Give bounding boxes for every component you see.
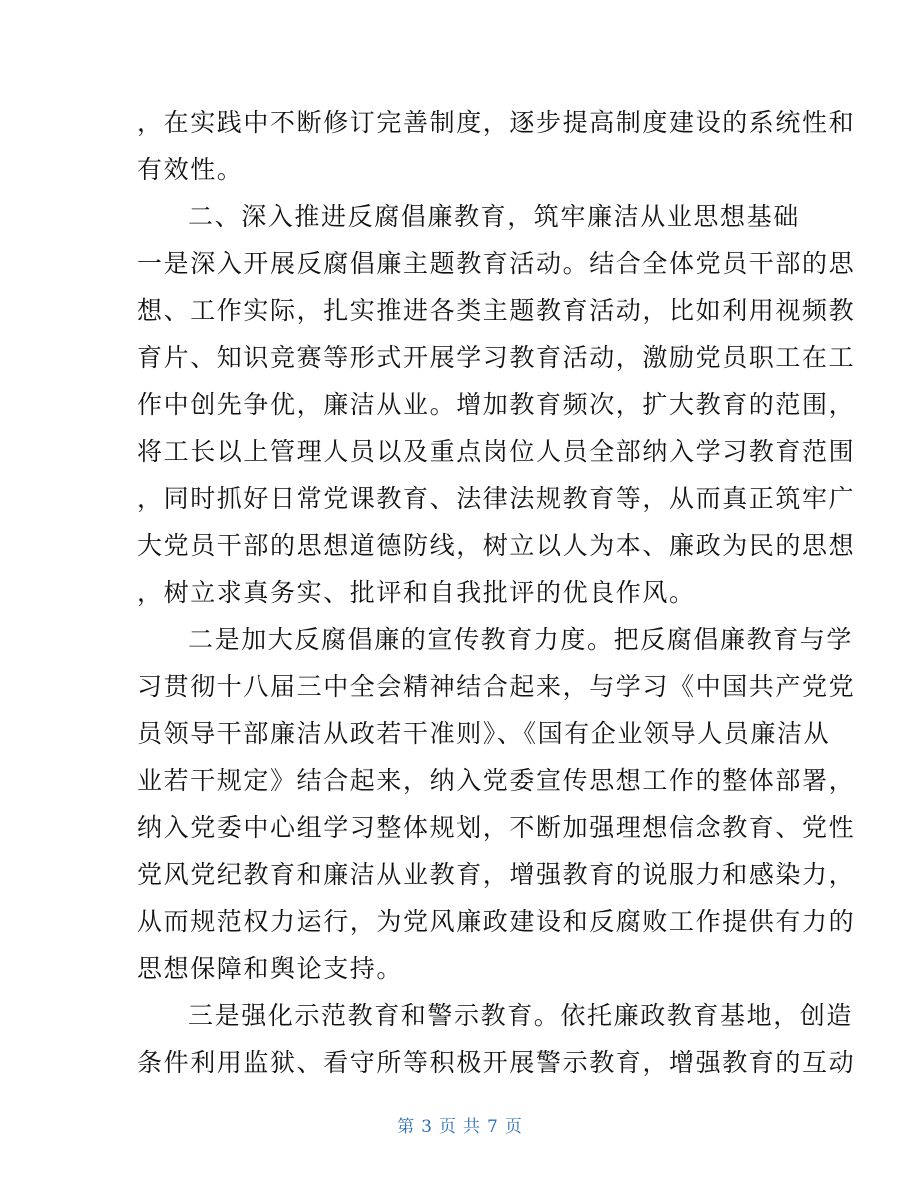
text-line: 员领导干部廉洁从政若干准则》、《国有企业领导人员廉洁从 — [137, 719, 831, 748]
text-line: 三是强化示范教育和警示教育。依托廉政教育基地，创造 — [188, 1001, 854, 1030]
text-line: ，在实践中不断修订完善制度，逐步提高制度建设的系统性和 — [137, 108, 856, 137]
text-line: 育片、知识竞赛等形式开展学习教育活动，激励党员职工在工 — [137, 343, 856, 372]
text-line: 纳入党委中心组学习整体规划，不断加强理想信念教育、党性 — [137, 813, 856, 842]
text-line: ，同时抓好日常党课教育、法律法规教育等，从而真正筑牢广 — [137, 484, 856, 513]
text-line: 思想保障和舆论支持。 — [137, 954, 404, 983]
page-label-mid: 页 — [439, 1117, 457, 1137]
text-line: 想、工作实际，扎实推进各类主题教育活动，比如利用视频教 — [137, 296, 856, 325]
text-line: 习贯彻十八届三中全会精神结合起来，与学习《中国共产党党 — [137, 672, 856, 701]
current-page-number: 3 — [421, 1117, 433, 1137]
text-line: 有效性。 — [137, 155, 244, 184]
page-label-suffix: 页 — [504, 1117, 523, 1137]
text-line: 党风党纪教育和廉洁从业教育，增强教育的说服力和感染力， — [137, 860, 856, 889]
text-line: 大党员干部的思想道德防线，树立以人为本、廉政为民的思想 — [137, 531, 856, 560]
page-label-prefix: 第 — [397, 1117, 416, 1137]
text-line: ，树立求真务实、批评和自我批评的优良作风。 — [137, 578, 696, 607]
text-line: 二是加大反腐倡廉的宣传教育力度。把反腐倡廉教育与学 — [188, 625, 854, 654]
text-line: 作中创先争优，廉洁从业。增加教育频次，扩大教育的范围， — [137, 390, 856, 419]
text-line: 将工长以上管理人员以及重点岗位人员全部纳入学习教育范围 — [137, 437, 856, 466]
text-line: 业若干规定》结合起来，纳入党委宣传思想工作的整体部署， — [137, 766, 856, 795]
page-footer — [0, 1112, 920, 1137]
section-heading: 二、深入推进反腐倡廉教育，筑牢廉洁从业思想基础 — [188, 202, 800, 231]
total-pages-number: 7 — [487, 1117, 499, 1137]
text-line: 条件利用监狱、看守所等积极开展警示教育，增强教育的互动 — [137, 1048, 856, 1077]
text-line: 从而规范权力运行，为党风廉政建设和反腐败工作提供有力的 — [137, 907, 856, 936]
text-line: 一是深入开展反腐倡廉主题教育活动。结合全体党员干部的思 — [137, 249, 856, 278]
page-label-total-prefix: 共 — [463, 1117, 481, 1137]
